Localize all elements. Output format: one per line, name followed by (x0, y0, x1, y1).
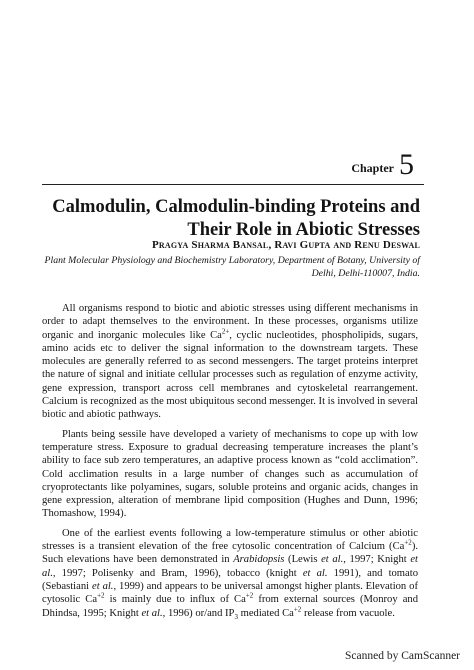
affiliation-line-1: Plant Molecular Physiology and Biochemistry Laboratory, Department of Botany, University of (44, 255, 420, 266)
text-run: from external sources (Monroy and Dhindsa, 1995; Knight (42, 594, 418, 619)
text-run: , 1996) or/and IP (162, 607, 235, 619)
superscript: +2 (293, 605, 302, 613)
paragraph-3 (42, 527, 418, 620)
body-text (42, 302, 418, 626)
text-run: mediated Ca (237, 607, 294, 619)
et-al: et al. (141, 607, 163, 619)
scanner-watermark: Scanned by CamScanner (345, 650, 460, 662)
species-name: Arabidopsis (233, 554, 285, 566)
superscript: 2+ (221, 327, 230, 336)
text-run: release from vacuole. (301, 607, 395, 619)
text-run: All organisms respond to biotic and abiotic stresses using different mechanisms in order to adapt themselves to the environment. In these processes, organisms utilize organic and inorganic molecules like Ca (42, 303, 418, 341)
text-run: 1991), and tomato (Sebastiani (42, 567, 418, 592)
et-al: et al. (321, 554, 344, 566)
subscript: 3 (234, 612, 238, 621)
chapter-heading (351, 150, 414, 180)
chapter-number: 5 (399, 148, 414, 181)
chapter-rule (42, 184, 424, 185)
superscript: +2 (404, 538, 412, 547)
text-run: (Lewis (284, 554, 322, 566)
title-line-1: Calmodulin, Calmodulin-binding Proteins and (52, 197, 420, 217)
text-run: ). Such elevations have been demonstrated in (42, 541, 418, 566)
authors: Pragya Sharma Bansal, Ravi Gupta and Renu Deswal (151, 239, 420, 251)
text-run: , cyclic nucleotides, phospholipids, sugars, amino acids etc to deliver the signal information to the downstream targets. These molecules are generally referred to as second messengers. The target proteins interpret the nature of signal and initiate cellular processes such as regulation of enzyme activity, gene expression, transport across cell membranes and cytoskeletal rearrangement. Calcium is recognized as the most ubiquitous second messenger. It is involved in several biotic and abiotic pathways. (42, 329, 419, 421)
paragraph-1 (42, 302, 418, 422)
et-al: et al. (92, 580, 114, 592)
text-run: , 1997; Knight (343, 554, 411, 566)
text-run: , 1999) and appears to be universal amongst higher plants. Elevation of cytosolic Ca (42, 580, 418, 606)
chapter-label: Chapter (351, 161, 394, 175)
title-line-2: Their Role in Abiotic Stresses (187, 220, 420, 240)
paragraph-2: Plants being sessile have developed a variety of mechanisms to cope up with low temperature stress. Exposure to gradual decreasing temperature increases the plant’s ability to face sub zero temperatures, an adaptive process known as “cold acclimation”. Cold acclimation results in a large number of changes such as accumulation of cryoprotectants like polyamines, sugars, soluble proteins and organic acids, changes in gene expression, alteration of membrane lipid composition (Hughes and Dunn, 1996; Thomashow, 1994). (42, 428, 418, 520)
chapter-title (40, 196, 420, 242)
et-al: et al. (42, 554, 419, 579)
text-run: One of the earliest events following a low-temperature stimulus or other abiotic stresses is a transient elevation of the free cytosolic concentration of Calcium (Ca (42, 527, 418, 553)
text-run: is mainly due to influx of Ca (104, 594, 246, 606)
affiliation (15, 254, 420, 280)
et-al: et al. (302, 567, 328, 579)
text-run: , 1997; Polisenky and Bram, 1996), tobacco (knight (52, 567, 303, 579)
superscript: +2 (97, 591, 105, 600)
superscript: +2 (245, 591, 254, 600)
affiliation-line-2: Delhi, Delhi-110007, India. (311, 268, 420, 279)
